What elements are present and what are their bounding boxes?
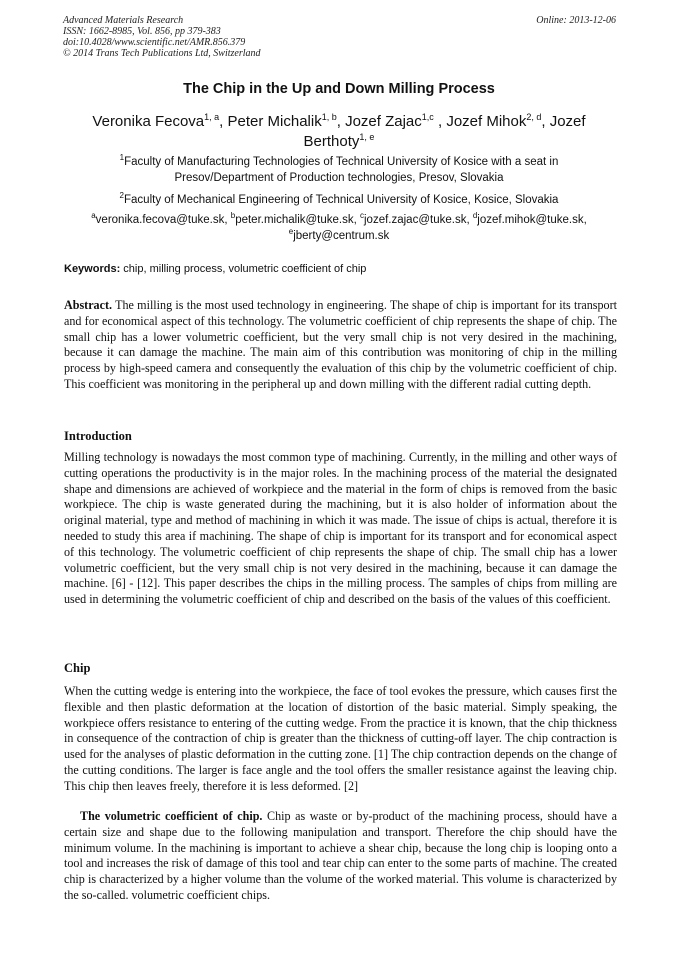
- affiliation-text: Faculty of Mechanical Engineering of Technical University of Kosice, Kosice, Slovakia: [124, 194, 559, 206]
- email-superscript: e: [288, 227, 294, 237]
- email-link[interactable]: jberty@centrum.sk: [293, 230, 390, 242]
- chip-paragraph-2-label: The volumetric coefficient of chip.: [80, 809, 263, 823]
- email-superscript: a: [91, 211, 96, 221]
- author-superscript: 1,c: [421, 112, 434, 122]
- affiliation-2: [80, 192, 598, 208]
- section-heading-chip: Chip: [64, 661, 91, 675]
- email-list: [60, 212, 618, 244]
- author-name: Jozef Zajac: [345, 113, 422, 130]
- author-name: Jozef Mihok: [446, 113, 527, 130]
- keywords-label: Keywords:: [64, 263, 121, 275]
- paper-title: The Chip in the Up and Down Milling Process: [183, 81, 495, 97]
- introduction-paragraph: Milling technology is nowadays the most common type of machining. Currently, in the milling and other ways of cutting operations the productivity is in the major roles. In the machining process of the material the designated shape and dimensions are achieved of workpiece and the material in the form of chips is removed from the basic workpiece. The chip is waste generated during the machining, but it is also holder of information about the original material, type and method of machining in which it was made. The issue of chips is actual, therefore it is needed to study this area if machining. The shape of chip is important for its transport and for economical aspect of this technology. The volumetric coefficient of chip represents the shape of chip. The small chip has a lower volumetric coefficient, but the very small chip is not very desired in the machining, because it can damage the machine. [6] - [12]. This paper describes the chips in the milling process. The samples of chips from milling are used in determining the volumetric coefficient of chip and described on the basis of the values of this coefficient.: [64, 450, 617, 607]
- journal-name: Advanced Materials Research: [63, 15, 184, 26]
- email-link[interactable]: jozef.mihok@tuke.sk,: [477, 214, 587, 226]
- journal-doi: doi:10.4028/www.scientific.net/AMR.856.379: [63, 37, 246, 48]
- chip-paragraph-1: When the cutting wedge is entering into the workpiece, the face of tool evokes the pressure, which causes first the flexible and then plastic deformation at the location of distortion of the basic material. Simply speaking, the workpiece offers resistance to entering of the cutting wedge. From the practice it is known, that the chip thickness in consequence of the contraction of chip is greater than the thickness of cutting-off layer. The chip contraction is used for the analyses of plastic deformation in the cutting zone. [1] The chip contraction depends on the change of the cutting conditions. The larger is face angle and the tool offers the smaller resistance against the leaving chip. This chip then leaves freely, therefore it is less deformed. [2]: [64, 684, 617, 793]
- journal-issn: ISSN: 1662-8985, Vol. 856, pp 379-383: [63, 26, 221, 37]
- author-name: Veronika Fecova: [92, 113, 205, 130]
- email-link[interactable]: jozef.zajac@tuke.sk,: [364, 214, 470, 226]
- author-superscript: 2, d: [526, 112, 542, 122]
- section-heading-introduction: Introduction: [64, 429, 132, 443]
- abstract-label: Abstract.: [64, 298, 113, 312]
- affiliation-text: Faculty of Manufacturing Technologies of Technical University of Kosice with a seat in Presov/Department of Production technologies, Presov, Slovakia: [124, 156, 559, 184]
- affiliation-1: [80, 154, 598, 186]
- author-superscript: 1, b: [321, 112, 337, 122]
- email-link[interactable]: veronika.fecova@tuke.sk,: [95, 214, 228, 226]
- keywords: [64, 263, 617, 275]
- abstract-text: The milling is the most used technology in engineering. The shape of chip is important for its transport and for economical aspect of this technology. The volumetric coefficient of chip represents the shape of chip. The small chip has a lower volumetric coefficient, but the very small chip is not very desired in the machining, because it can damage the machine. The main aim of this contribution was monitoring of chip in the milling process by high-speed camera and consequently the evaluation of this chip by the volumetric coefficient of chip. This coefficient was monitoring in the peripheral up and down milling with the different radial cutting depth.: [64, 298, 617, 391]
- affiliation-superscript: 1: [119, 153, 125, 163]
- author-list: Veronika Fecova$^{1, a}$, Peter Michalik$^{1, b}$, Jozef Zajac$^{1,c}$ , Jozef Mihok$^{2, d}$, Jozef Berthoty$^{1, e}$: [92, 112, 586, 150]
- abstract: [64, 298, 617, 393]
- journal-copyright: © 2014 Trans Tech Publications Ltd, Switzerland: [63, 48, 261, 59]
- journal-header: [63, 15, 616, 59]
- author-superscript: 1, e: [359, 132, 375, 142]
- online-date: Online: 2013-12-06: [536, 15, 616, 26]
- author-name: Peter Michalik: [227, 113, 322, 130]
- chip-paragraph-2-text: Chip as waste or by-product of the machining process, should have a certain size and shape due to the following manipulation and transport. Therefore the chip should have the minimum volume. In the machining is important to achieve a shear chip, because the long chip is looping onto a tool and increases the risk of damage of this tool and tear chip can enter to the some parts of machine. The created chip is characterized by a higher volume than the volume of the worked material. This volume is characterized by the so-called. volumetric coefficient chips.: [64, 809, 617, 902]
- email-superscript: c: [360, 211, 364, 221]
- affiliation-superscript: 2: [119, 191, 124, 201]
- author-name: Jozef Berthoty: [303, 113, 586, 150]
- keywords-text: chip, milling process, volumetric coefficient of chip: [120, 263, 367, 275]
- chip-paragraph-2: [64, 809, 617, 904]
- email-superscript: b: [230, 211, 236, 221]
- email-link[interactable]: peter.michalik@tuke.sk,: [235, 214, 357, 226]
- email-superscript: d: [472, 211, 478, 221]
- author-superscript: 1, a: [204, 112, 220, 122]
